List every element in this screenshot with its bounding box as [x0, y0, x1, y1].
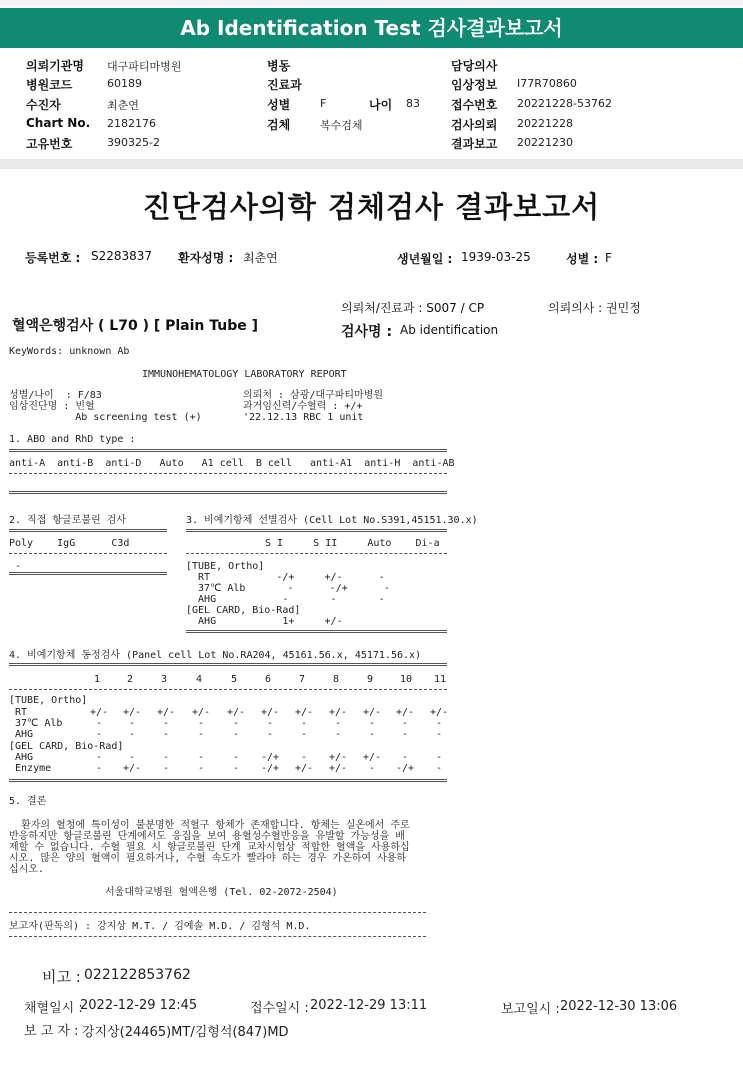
remark-value: 022122853762 [84, 967, 191, 983]
s4-cell: - [95, 729, 103, 740]
document-title: 진단검사의학 검체검사 결과보고서 [142, 190, 601, 224]
s4-cell: - [128, 729, 136, 740]
info-value: 대구파티마병원 [107, 60, 182, 73]
s4-cell: +/- [260, 707, 280, 718]
double-rule [9, 572, 167, 575]
s5-title: 5. 결론 [9, 796, 47, 807]
s4-cell: - [401, 729, 409, 740]
s4-column-header: 8 [333, 674, 340, 685]
info-value: 20221228 [517, 117, 573, 130]
s4-cell: - [435, 752, 443, 763]
patient-value: 최춘연 [243, 251, 278, 265]
s4-cell: - [368, 729, 376, 740]
reporter-value: 강지상(24465)MT/김형석(847)MD [82, 1025, 289, 1040]
info-value: 20221230 [517, 136, 573, 149]
s4-column-header: 1 [94, 674, 101, 685]
section-divider [0, 159, 743, 169]
s4-cell: +/- [362, 752, 382, 763]
info-label: 진료과 [267, 78, 302, 92]
info-label: 병원코드 [26, 78, 73, 92]
dash-rule [9, 912, 426, 913]
s4-cell: +/- [395, 707, 415, 718]
s4-cell: - [197, 729, 205, 740]
info-value: F [320, 97, 327, 110]
s4-column-header: 9 [367, 674, 374, 685]
s4-row-label: 37℃ Alb [9, 718, 63, 729]
s4-row-label: [TUBE, Ortho] [9, 695, 88, 706]
s4-title: 4. 비예기항체 동정검사 (Panel cell Lot No.RA204, 45161.56.x, 45171.56.x) [9, 650, 422, 661]
info-value: 390325-2 [107, 136, 160, 149]
s4-cell: - [162, 763, 170, 774]
s4-cell: +/- [362, 707, 382, 718]
s4-cell: +/- [429, 707, 449, 718]
report-header-title: Ab Identification Test 검사결과보고서 [0, 8, 743, 48]
ref-line: '22.12.13 RBC 1 unit [243, 412, 364, 423]
dash-rule [9, 936, 426, 937]
s4-cell: +/- [328, 763, 348, 774]
report-label: 보고일시 : [501, 1002, 560, 1017]
patient-line: 성별/나이 : F/83 [9, 390, 102, 401]
sex-label: 성별 : [566, 252, 599, 266]
double-rule [9, 449, 447, 452]
info-value: 최춘연 [107, 99, 139, 112]
s4-cell: - [95, 752, 103, 763]
collect-label: 채혈일시 : [24, 1001, 83, 1016]
s3-headers: S I S II Auto Di-a [265, 538, 440, 549]
s4-cell: +/- [89, 707, 109, 718]
s4-cell: - [162, 752, 170, 763]
s5-line: 십시오. [9, 864, 45, 875]
info-label: 성별 [267, 98, 291, 112]
info-label: 담당의사 [451, 59, 498, 73]
s4-cell: - [197, 763, 205, 774]
s4-row-label: AHG [9, 729, 34, 740]
s4-cell: - [300, 752, 308, 763]
s4-cell: - [128, 752, 136, 763]
info-label: 임상정보 [451, 78, 498, 92]
s4-cell: - [95, 763, 103, 774]
info-label: 고유번호 [26, 137, 73, 151]
s4-column-header: 3 [161, 674, 168, 685]
double-rule [9, 663, 447, 666]
s4-cell: +/- [122, 707, 142, 718]
s3-line: RT -/+ +/- - [186, 572, 385, 583]
s4-cell: -/+ [260, 763, 280, 774]
s4-cell: - [435, 718, 443, 729]
info-label: 의뢰기관명 [26, 59, 84, 73]
double-rule [9, 779, 447, 782]
dash-rule [9, 689, 447, 690]
s3-title: 3. 비예기항체 선별검사 (Cell Lot No.S391,45151.30.x) [186, 515, 478, 526]
s4-column-header: 11 [434, 674, 447, 685]
double-rule [9, 491, 447, 494]
double-rule [186, 630, 447, 633]
age-label: 나이 [369, 98, 393, 112]
s1-title: 1. ABO and RhD type : [9, 434, 136, 445]
s4-row-label: [GEL CARD, Bio-Rad] [9, 741, 124, 752]
s3-line: 37℃ Alb - -/+ - [186, 583, 390, 594]
s4-cell: - [128, 718, 136, 729]
s4-cell: - [300, 718, 308, 729]
s4-cell: +/- [328, 707, 348, 718]
collect-value: 2022-12-29 12:45 [80, 998, 198, 1013]
patient-line: Ab screening test (+) [9, 412, 202, 423]
s4-cell: - [232, 763, 240, 774]
s5-line: 제할 수 없습니다. 수혈 필요 시 항글로불린 단계 교차시험상 적합한 혈액을 사용하십 [9, 842, 410, 853]
s4-cell: - [232, 752, 240, 763]
lab-title: IMMUNOHEMATOLOGY LABORATORY REPORT [142, 369, 347, 380]
reporter-label: 보 고 자 : [24, 1024, 79, 1039]
reg-label: 등록번호 : [25, 251, 81, 265]
top-strip [0, 0, 743, 6]
info-value: 20221228-53762 [517, 97, 612, 110]
hospital-line: 서울대학교병원 혈액은행 (Tel. 02-2072-2504) [105, 887, 338, 898]
sex-value: F [605, 251, 612, 265]
s3-line: AHG - - - [186, 594, 385, 605]
s5-line: 반응하지만 항글로불린 단계에서도 응집을 보여 용혈성수혈반응을 유발할 가능성을 배 [9, 831, 405, 842]
info-value: I77R70860 [517, 77, 577, 90]
s4-cell: -/+ [260, 752, 280, 763]
s2-value: - [9, 561, 22, 572]
s4-cell: - [95, 718, 103, 729]
s4-column-header: 4 [196, 674, 203, 685]
s4-cell: - [197, 718, 205, 729]
s4-row-label: RT [9, 707, 28, 718]
s4-row-label: AHG [9, 752, 34, 763]
s4-cell: - [197, 752, 205, 763]
ref-line: 의뢰처 : 삼광/대구파티마병원 [243, 390, 384, 401]
s4-cell: +/- [328, 752, 348, 763]
report-value: 2022-12-30 13:06 [560, 999, 678, 1014]
s2-title: 2. 직접 항글로불린 검사 [9, 515, 127, 526]
info-label: 병동 [267, 59, 291, 73]
s4-cell: - [232, 718, 240, 729]
s4-column-header: 7 [299, 674, 306, 685]
info-label: 검사의뢰 [451, 118, 498, 132]
s4-cell: +/- [191, 707, 211, 718]
s4-cell: - [300, 729, 308, 740]
age-value: 83 [406, 97, 420, 110]
receipt-label: 접수일시 : [250, 1001, 309, 1016]
s4-cell: - [334, 729, 342, 740]
keywords: KeyWords: unknown Ab [9, 346, 130, 357]
s4-column-header: 5 [231, 674, 238, 685]
receipt-value: 2022-12-29 13:11 [310, 998, 428, 1013]
section-title: 혈액은행검사 ( L70 ) [ Plain Tube ] [12, 318, 259, 334]
s4-cell: - [232, 729, 240, 740]
s2-headers: Poly IgG C3d [9, 538, 130, 549]
dash-rule [9, 553, 167, 554]
dash-rule [186, 553, 447, 554]
s4-column-header: 6 [265, 674, 272, 685]
dash-rule [9, 473, 447, 474]
patient-label: 환자성명 : [178, 251, 234, 265]
info-label: Chart No. [26, 116, 91, 130]
s4-cell: - [368, 763, 376, 774]
s3-line: AHG 1+ +/- [186, 616, 343, 627]
s4-cell: - [401, 718, 409, 729]
s5-line: 환자의 혈청에 특이성이 불분명한 적혈구 항체가 존재합니다. 항체는 실온에서 주로 [9, 820, 410, 831]
remark-label: 비고 : [42, 968, 81, 986]
info-label: 검체 [267, 118, 291, 132]
dept-text: 의뢰처/진료과 : S007 / CP [341, 301, 485, 315]
s4-cell: - [334, 718, 342, 729]
info-label: 수진자 [26, 98, 61, 112]
s1-headers: anti-A anti-B anti-D Auto A1 cell B cell anti-A1 anti-H anti-AB [9, 458, 455, 469]
s3-line: [TUBE, Ortho] [186, 561, 265, 572]
s4-column-header: 2 [127, 674, 134, 685]
info-value: 복수검체 [320, 119, 363, 132]
double-rule [9, 529, 167, 532]
info-label: 접수번호 [451, 98, 498, 112]
test-label: 검사명 : [341, 324, 393, 340]
s4-cell: +/- [226, 707, 246, 718]
patient-line: 임상진단명 : 빈혈 [9, 401, 95, 412]
test-value: Ab identification [400, 323, 499, 337]
info-value: 2182176 [107, 117, 156, 130]
s4-cell: - [435, 729, 443, 740]
dob-label: 생년월일 : [397, 252, 453, 266]
doctor-text: 의뢰의사 : 권민정 [548, 301, 641, 315]
s4-cell: +/- [294, 707, 314, 718]
reg-value: S2283837 [91, 249, 153, 263]
s4-cell: +/- [122, 763, 142, 774]
s4-cell: - [162, 718, 170, 729]
info-value: 60189 [107, 77, 142, 90]
s4-column-header: 10 [400, 674, 413, 685]
double-rule [186, 529, 447, 532]
reporters-line: 보고자(판독의) : 강지상 M.T. / 김예솔 M.D. / 김형석 M.D. [9, 921, 311, 932]
s4-cell: -/+ [395, 763, 415, 774]
s4-cell: - [435, 763, 443, 774]
info-label: 결과보고 [451, 137, 498, 151]
s4-cell: - [162, 729, 170, 740]
s4-row-label: Enzyme [9, 763, 52, 774]
dob-value: 1939-03-25 [461, 250, 531, 264]
s4-cell: - [266, 718, 274, 729]
ref-line: 과거임신력/수혈력 : +/+ [243, 401, 363, 412]
s4-cell: - [368, 718, 376, 729]
s3-line: [GEL CARD, Bio-Rad] [186, 605, 301, 616]
s5-line: 시오. 많은 양의 혈액이 필요하거나, 수혈 속도가 빨라야 하는 경우 가온하여 사용하 [9, 853, 407, 864]
s4-cell: - [266, 729, 274, 740]
s4-cell: +/- [156, 707, 176, 718]
s4-cell: +/- [294, 763, 314, 774]
s4-cell: - [401, 752, 409, 763]
